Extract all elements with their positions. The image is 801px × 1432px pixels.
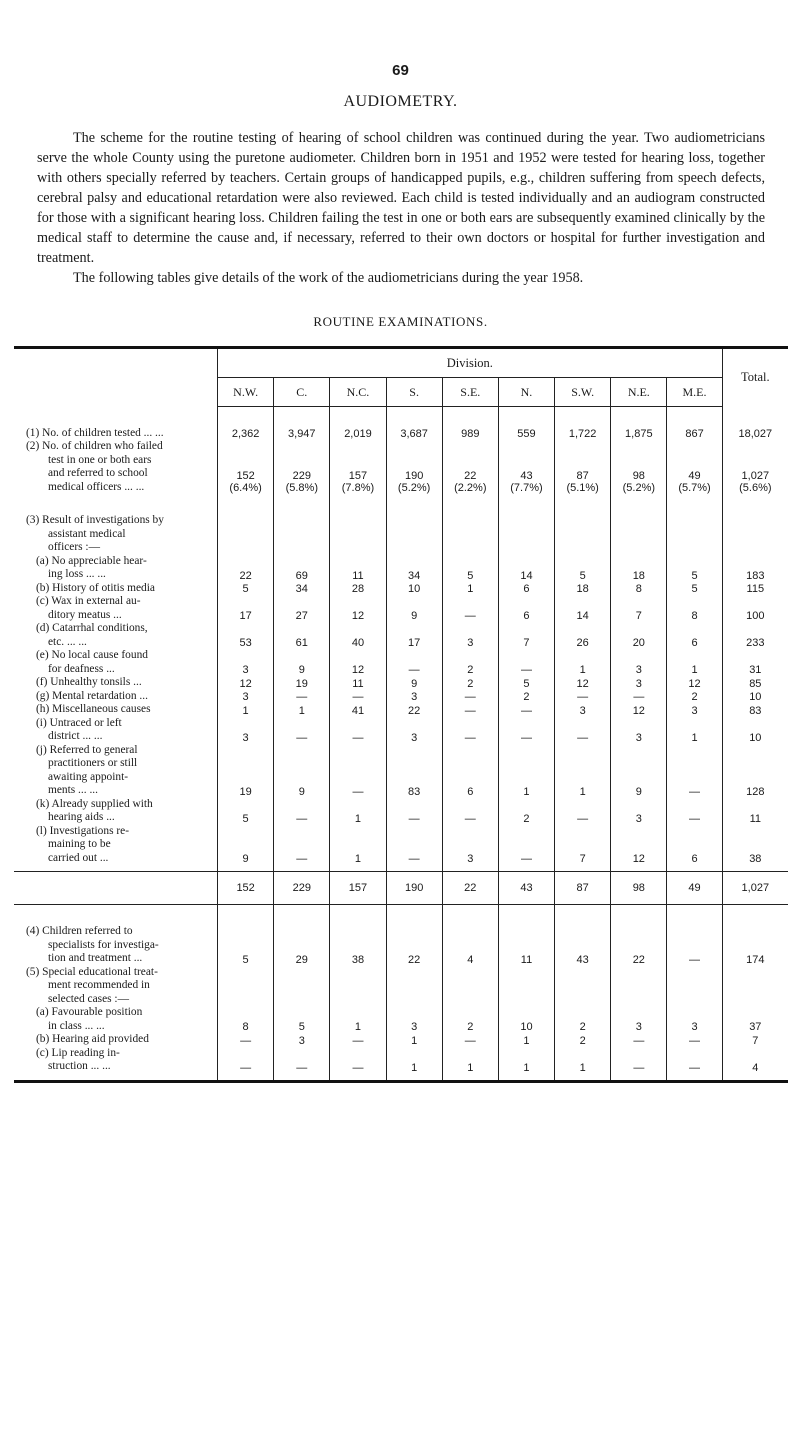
table-cell: 1,722 <box>555 407 611 441</box>
table-cell: 190 (5.2%) <box>386 440 442 494</box>
table-cell: 3 <box>386 690 442 704</box>
table-cell: 5 <box>218 798 274 825</box>
table-cell: 49 (5.7%) <box>667 440 722 494</box>
total-cell: 85 <box>722 676 788 690</box>
table-cell: 7 <box>555 825 611 872</box>
table-cell: 5 <box>555 494 611 582</box>
table-cell: 20 <box>611 622 667 649</box>
table-cell: 41 <box>330 703 386 717</box>
table-cell: 2 <box>498 690 554 704</box>
table-cell: 26 <box>555 622 611 649</box>
table-cell: 5 <box>442 494 498 582</box>
table-cell: 12 <box>330 649 386 676</box>
row-label: (b) Hearing aid provided <box>36 1033 149 1045</box>
total-cell: 11 <box>722 798 788 825</box>
table-cell: 1 <box>330 825 386 872</box>
table-cell: — <box>274 717 330 744</box>
table-cell: 11 <box>330 676 386 690</box>
table-cell: 5 <box>274 966 330 1034</box>
table-cell: 9 <box>611 744 667 798</box>
table-cell: — <box>442 798 498 825</box>
table-row <box>14 966 788 1034</box>
table-cell: 3 <box>611 676 667 690</box>
table-cell: — <box>442 595 498 622</box>
row-label: (c) Lip reading in- struction ... ... <box>14 1047 218 1082</box>
table-cell: 3 <box>274 1033 330 1047</box>
total-cell: 83 <box>722 703 788 717</box>
table-cell: 19 <box>218 744 274 798</box>
table-cell: 3 <box>611 966 667 1034</box>
table-cell: 22 (2.2%) <box>442 440 498 494</box>
table-cell: 867 <box>667 407 722 441</box>
table-cell: 7 <box>498 622 554 649</box>
table-cell: 3,947 <box>274 407 330 441</box>
table-cell: 2 <box>442 649 498 676</box>
table-row <box>14 1033 788 1047</box>
table-cell: 34 <box>386 494 442 582</box>
tables-intro-paragraph: The following tables give details of the work of the audiometricians during the year 1958. <box>73 270 584 286</box>
table-cell: 1 <box>555 1047 611 1082</box>
row-label: (i) Untraced or left district ... ... <box>36 716 122 742</box>
table-cell: — <box>498 649 554 676</box>
row-label: (h) Miscellaneous causes <box>36 703 151 715</box>
table-cell: — <box>498 825 554 872</box>
table-cell: 12 <box>611 703 667 717</box>
table-row <box>14 690 788 704</box>
table-cell: 1 <box>386 1047 442 1082</box>
row-label: (f) Unhealthy tonsils ... <box>36 676 142 688</box>
table-cell: — <box>274 1047 330 1082</box>
total-cell: 100 <box>722 595 788 622</box>
table-cell: 22 <box>386 703 442 717</box>
table-row <box>14 798 788 825</box>
total-cell: 1,027 <box>722 872 788 905</box>
table-cell: 2,019 <box>330 407 386 441</box>
table-cell: 6 <box>667 825 722 872</box>
column-header: S.E. <box>442 378 498 407</box>
table-cell: — <box>667 1033 722 1047</box>
table-cell: 1 <box>667 649 722 676</box>
table-cell: 3 <box>667 966 722 1034</box>
table-cell: 5 <box>218 582 274 596</box>
total-cell: 4 <box>722 1047 788 1082</box>
table-cell: — <box>386 798 442 825</box>
table-cell: 1 <box>330 966 386 1034</box>
table-cell: 5 <box>667 582 722 596</box>
table-cell: 6 <box>442 744 498 798</box>
table-row <box>14 595 788 622</box>
table-cell: 6 <box>498 595 554 622</box>
table-cell: 1 <box>498 1047 554 1082</box>
table-cell: — <box>274 825 330 872</box>
row-label: (g) Mental retardation ... <box>36 689 148 702</box>
table-cell: — <box>555 717 611 744</box>
table-cell: — <box>218 1047 274 1082</box>
row-label: (2) No. of children who failed test in one or both ears and referred to school medical officers ... ... <box>26 440 163 493</box>
table-cell: — <box>218 1033 274 1047</box>
table-cell: 2 <box>442 676 498 690</box>
total-cell: 18,027 <box>722 407 788 441</box>
table-cell: 3 <box>611 649 667 676</box>
table-cell: 10 <box>498 966 554 1034</box>
table-cell: 38 <box>330 905 386 966</box>
table-cell: 11 <box>498 905 554 966</box>
table-row <box>14 905 788 966</box>
table-cell: — <box>442 1033 498 1047</box>
table-cell: — <box>667 744 722 798</box>
table-cell: 1 <box>667 717 722 744</box>
table-cell: 22 <box>611 905 667 966</box>
table-cell: 5 <box>667 494 722 582</box>
table-row <box>14 582 788 596</box>
row-label: (b) History of otitis media <box>36 581 155 594</box>
table-cell: 1 <box>555 649 611 676</box>
table-cell: 1 <box>498 1033 554 1047</box>
table-cell: 1 <box>555 744 611 798</box>
total-cell: 1,027 (5.6%) <box>722 440 788 494</box>
table-cell: 152 <box>218 872 274 905</box>
table-cell: 1 <box>274 703 330 717</box>
table-cell: 9 <box>274 649 330 676</box>
table-cell: 1 <box>442 582 498 596</box>
table-cell: 989 <box>442 407 498 441</box>
table-cell: 61 <box>274 622 330 649</box>
table-cell: 29 <box>274 905 330 966</box>
table-cell: 157 (7.8%) <box>330 440 386 494</box>
table-cell: 18 <box>611 494 667 582</box>
table-cell: — <box>611 1047 667 1082</box>
total-cell: 10 <box>722 717 788 744</box>
table-cell: 3 <box>386 717 442 744</box>
table-cell: 12 <box>330 595 386 622</box>
total-cell: 37 <box>722 966 788 1034</box>
table-cell: 14 <box>498 494 554 582</box>
table-cell: 1 <box>498 744 554 798</box>
table-row <box>14 622 788 649</box>
table-cell: 2 <box>498 798 554 825</box>
table-cell: 1 <box>442 1047 498 1082</box>
row-label: (1) No. of children tested ... ... <box>26 426 164 439</box>
row-label: (e) No local cause found for deafness ... <box>36 649 148 675</box>
table-cell: 3 <box>442 825 498 872</box>
table-cell: 2 <box>442 966 498 1034</box>
table-row <box>14 872 788 905</box>
table-cell: 157 <box>330 872 386 905</box>
table-cell: 9 <box>386 676 442 690</box>
column-header: N.C. <box>330 378 386 407</box>
table-cell: 3 <box>555 703 611 717</box>
table-cell: — <box>667 1047 722 1082</box>
table-cell: 3 <box>442 622 498 649</box>
table-cell: 3 <box>218 690 274 704</box>
table-cell: 5 <box>218 905 274 966</box>
table-row <box>14 407 788 441</box>
table-title: ROUTINE EXAMINATIONS. <box>313 314 488 329</box>
column-header: N. <box>498 378 554 407</box>
table-cell: — <box>611 1033 667 1047</box>
table-cell: — <box>386 649 442 676</box>
table-cell: 1,875 <box>611 407 667 441</box>
total-cell: 174 <box>722 905 788 966</box>
table-cell: 2,362 <box>218 407 274 441</box>
column-header: C. <box>274 378 330 407</box>
row-label <box>14 872 218 905</box>
total-cell: 7 <box>722 1033 788 1047</box>
table-cell: 7 <box>611 595 667 622</box>
total-cell: 31 <box>722 649 788 676</box>
table-cell: 1 <box>330 798 386 825</box>
total-cell: 10 <box>722 690 788 704</box>
table-cell: — <box>274 798 330 825</box>
table-cell: 22 <box>386 905 442 966</box>
label-header <box>14 348 218 407</box>
row-label: (c) Wax in external au- ditory meatus ... <box>36 595 141 621</box>
table-cell: — <box>330 744 386 798</box>
table-cell: — <box>498 717 554 744</box>
table-cell: — <box>555 798 611 825</box>
table-cell: — <box>442 690 498 704</box>
table-cell: 5 <box>498 676 554 690</box>
total-cell: 183 <box>722 494 788 582</box>
division-header: Division. <box>218 348 723 378</box>
table-cell: — <box>555 690 611 704</box>
table-cell: — <box>442 703 498 717</box>
table-cell: 53 <box>218 622 274 649</box>
table-cell: 152 (6.4%) <box>218 440 274 494</box>
table-cell: — <box>330 1033 386 1047</box>
table-cell: 18 <box>555 582 611 596</box>
table-row <box>14 825 788 872</box>
table-cell: 12 <box>611 825 667 872</box>
table-cell: 4 <box>442 905 498 966</box>
table-cell: 19 <box>274 676 330 690</box>
table-cell: 229 (5.8%) <box>274 440 330 494</box>
table-cell: 12 <box>218 676 274 690</box>
table-row <box>14 703 788 717</box>
table-row <box>14 676 788 690</box>
table-cell: 12 <box>667 676 722 690</box>
table-cell: — <box>611 690 667 704</box>
routine-examinations-table <box>14 346 788 1083</box>
table-cell: 17 <box>386 622 442 649</box>
row-label: (3) Result of investigations by assistant medical officers :— (a) No appreciable hear- ing loss ... ... <box>26 514 164 580</box>
table-cell: 43 (7.7%) <box>498 440 554 494</box>
table-row <box>14 717 788 744</box>
table-cell: — <box>667 905 722 966</box>
table-cell: — <box>330 690 386 704</box>
section-heading: AUDIOMETRY. <box>343 93 458 110</box>
table-cell: 43 <box>498 872 554 905</box>
column-header: N.W. <box>218 378 274 407</box>
table-cell: 3 <box>611 717 667 744</box>
table-cell: 34 <box>274 582 330 596</box>
table-cell: 3,687 <box>386 407 442 441</box>
column-header: S.W. <box>555 378 611 407</box>
table-cell: — <box>330 1047 386 1082</box>
table-cell: 1 <box>386 1033 442 1047</box>
table-cell: 6 <box>498 582 554 596</box>
table-cell: 3 <box>667 703 722 717</box>
table-cell: 22 <box>442 872 498 905</box>
table-cell: 3 <box>386 966 442 1034</box>
table-cell: 2 <box>555 966 611 1034</box>
table-cell: — <box>274 690 330 704</box>
column-header: N.E. <box>611 378 667 407</box>
table-cell: 2 <box>667 690 722 704</box>
table-cell: 10 <box>386 582 442 596</box>
page-number: 69 <box>392 62 409 79</box>
total-cell: 233 <box>722 622 788 649</box>
table-cell: — <box>442 717 498 744</box>
table-cell: 9 <box>274 744 330 798</box>
table-cell: 12 <box>555 676 611 690</box>
table-cell: 49 <box>667 872 722 905</box>
table-cell: 8 <box>667 595 722 622</box>
total-header: Total. <box>722 348 788 407</box>
table-row <box>14 494 788 582</box>
table-cell: 87 <box>555 872 611 905</box>
table-cell: 40 <box>330 622 386 649</box>
table-row <box>14 440 788 494</box>
table-cell: 83 <box>386 744 442 798</box>
intro-paragraph: The scheme for the routine testing of hearing of school children was continued during the year. Two audiometricians serve the whole County using the puretone audiometer. Children born in 1951 and 1952 were tested for hearing loss, together with others specially referred by teachers. Certain groups of handicapped pupils, e.g., children suffering from speech defects, cerebral palsy and educational retardation were also reviewed. Each child is tested individually and an audiogram constructed for those with a significant hearing loss. Children failing the test in one or both ears are subsequently examined clinically by the medical staff to determine the cause and, if necessary, referred to their own doctors or hospital for further investigation and treatment. <box>37 130 765 266</box>
table-cell: — <box>386 825 442 872</box>
row-label: (l) Investigations re- maining to be carried out ... <box>36 824 129 864</box>
table-cell: 559 <box>498 407 554 441</box>
table-cell: 69 <box>274 494 330 582</box>
table-cell: 229 <box>274 872 330 905</box>
table-cell: 17 <box>218 595 274 622</box>
row-label: (j) Referred to general practitioners or still awaiting appoint- ments ... ... <box>36 743 138 796</box>
table-cell: 9 <box>386 595 442 622</box>
table-cell: 98 (5.2%) <box>611 440 667 494</box>
table-cell: 8 <box>611 582 667 596</box>
table-cell: 3 <box>218 649 274 676</box>
column-header: S. <box>386 378 442 407</box>
table-cell: 22 <box>218 494 274 582</box>
table-cell: 190 <box>386 872 442 905</box>
table-cell: 2 <box>555 1033 611 1047</box>
table-cell: 9 <box>218 825 274 872</box>
table-cell: 11 <box>330 494 386 582</box>
total-cell: 128 <box>722 744 788 798</box>
table-cell: 6 <box>667 622 722 649</box>
table-cell: — <box>330 717 386 744</box>
table-cell: 98 <box>611 872 667 905</box>
column-header: M.E. <box>667 378 722 407</box>
table-cell: 3 <box>611 798 667 825</box>
table-row <box>14 744 788 798</box>
table-cell: 14 <box>555 595 611 622</box>
total-cell: 115 <box>722 582 788 596</box>
table-row <box>14 1047 788 1082</box>
table-cell: 28 <box>330 582 386 596</box>
row-label: (5) Special educational treat- ment recommended in selected cases :— (a) Favourable position in class ... ... <box>26 965 158 1032</box>
table-cell: 1 <box>218 703 274 717</box>
table-cell: — <box>498 703 554 717</box>
total-cell: 38 <box>722 825 788 872</box>
table-cell: 87 (5.1%) <box>555 440 611 494</box>
table-cell: 43 <box>555 905 611 966</box>
row-label: (d) Catarrhal conditions, etc. ... ... <box>36 622 148 648</box>
row-label: (4) Children referred to specialists for investiga- tion and treatment ... <box>26 925 159 964</box>
table-cell: 8 <box>218 966 274 1034</box>
table-cell: — <box>667 798 722 825</box>
table-cell: 27 <box>274 595 330 622</box>
row-label: (k) Already supplied with hearing aids ... <box>36 797 153 823</box>
table-row <box>14 649 788 676</box>
table-cell: 3 <box>218 717 274 744</box>
